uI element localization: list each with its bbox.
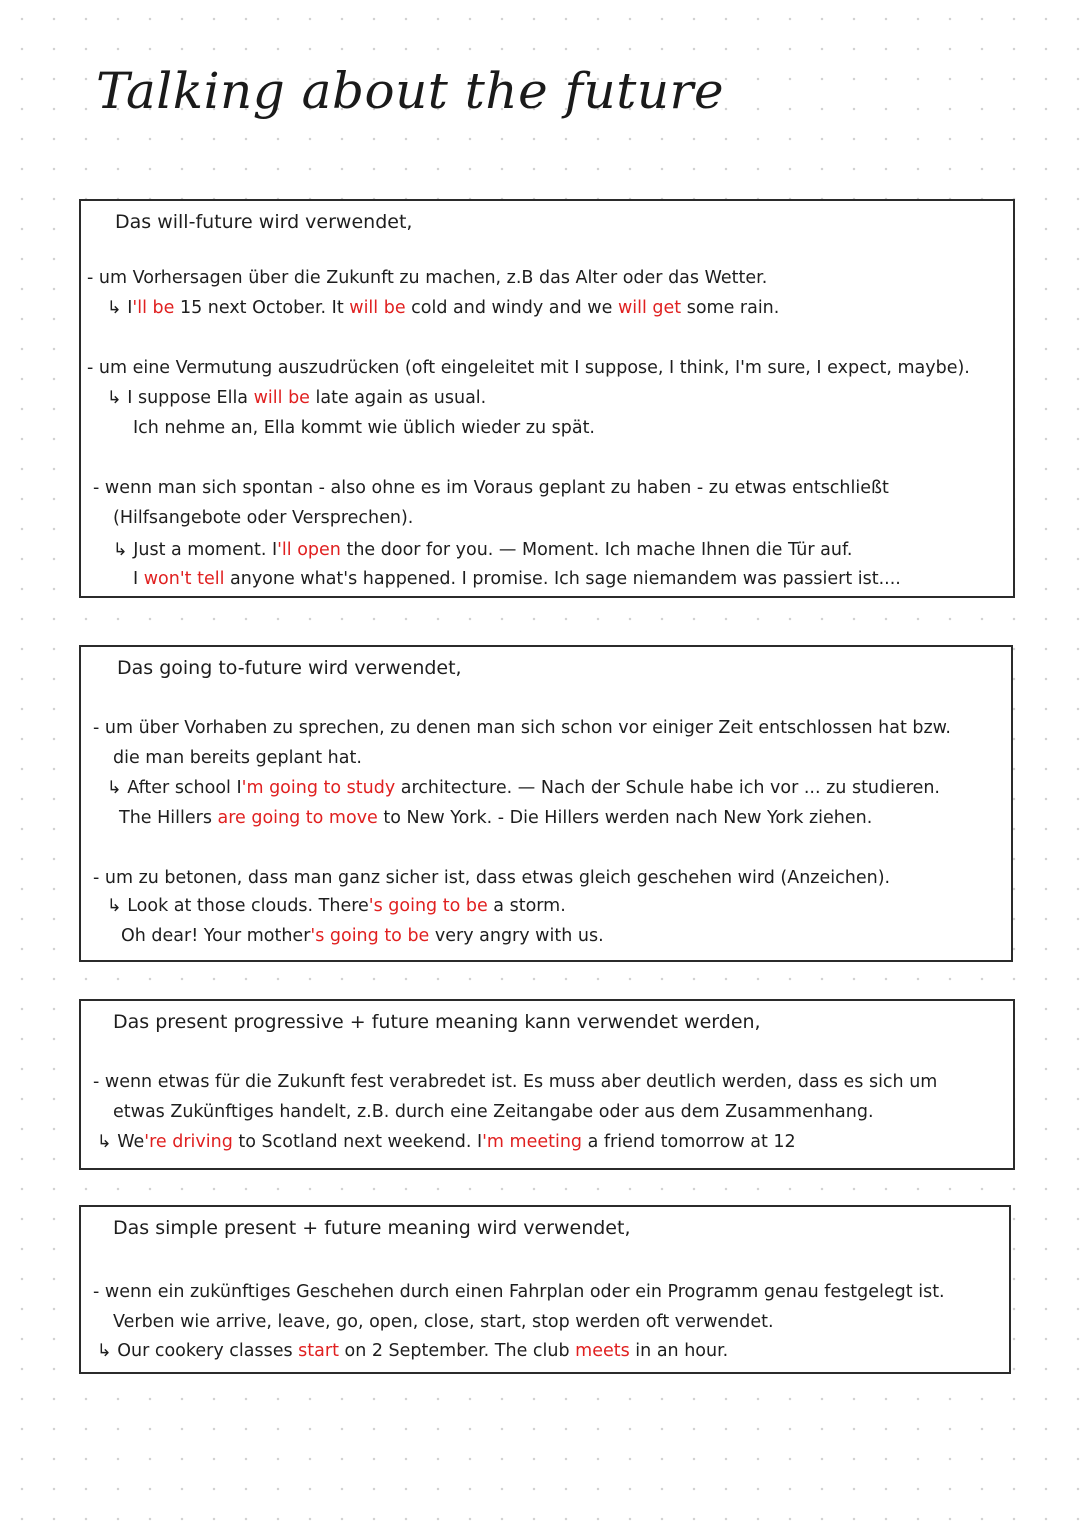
highlight-text: are going to move	[217, 808, 378, 828]
line-text: ↳ I suppose Ella	[107, 388, 254, 408]
rule-line	[113, 507, 413, 529]
line-text: die man bereits geplant hat.	[113, 748, 362, 768]
example-line	[97, 1131, 796, 1153]
example-line	[107, 895, 566, 917]
will-future-box	[79, 199, 1015, 598]
section-heading: Das present progressive + future meaning kann verwendet werden,	[113, 1011, 761, 1033]
rule-line	[93, 1281, 945, 1303]
line-text: architecture. — Nach der Schule habe ich vor ... zu studieren.	[395, 778, 940, 798]
rule-line	[93, 477, 889, 499]
page-title: Talking about the future	[96, 62, 725, 120]
rule-line	[87, 267, 767, 289]
line-text: anyone what's happened. I promise. Ich sage niemandem was passiert ist....	[224, 569, 901, 589]
example-line	[107, 777, 940, 799]
highlight-text: will get	[617, 298, 682, 318]
line-text: a friend tomorrow at 12	[582, 1132, 796, 1152]
rule-line	[113, 1101, 874, 1123]
highlight-text: start	[298, 1341, 339, 1361]
going-to-future-box	[79, 645, 1013, 962]
line-text: Verben wie arrive, leave, go, open, close, start, stop werden oft verwendet.	[113, 1312, 774, 1332]
line-text: a storm.	[487, 896, 566, 916]
line-text: ↳ Our cookery classes	[97, 1341, 299, 1361]
section-heading: Das simple present + future meaning wird verwendet,	[113, 1217, 631, 1239]
line-text: etwas Zukünftiges handelt, z.B. durch eine Zeitangabe oder aus dem Zusammenhang.	[113, 1102, 874, 1122]
line-text: ↳ After school I	[107, 778, 242, 798]
rule-line	[87, 357, 970, 379]
line-text: on 2 September. The club	[338, 1341, 576, 1361]
highlight-text: won't tell	[143, 569, 225, 589]
example-line	[133, 568, 901, 590]
example-line	[113, 539, 852, 561]
line-text: late again as usual.	[309, 388, 487, 408]
rule-line	[113, 1311, 774, 1333]
line-text: - um eine Vermutung auszudrücken (oft eingeleitet mit I suppose, I think, I'm sure, I expect, maybe).	[87, 358, 970, 378]
highlight-text: 'll open	[277, 540, 341, 560]
section-heading: Das going to-future wird verwendet,	[117, 657, 462, 679]
highlight-text: will be	[253, 388, 310, 408]
highlight-text: 'm going to study	[241, 778, 396, 798]
line-text: ↳ Just a moment. I	[113, 540, 278, 560]
highlight-text: 's going to be	[310, 926, 430, 946]
line-text: in an hour.	[629, 1341, 729, 1361]
highlight-text: 'll be	[132, 298, 175, 318]
line-text: The Hillers	[119, 808, 218, 828]
line-text: some rain.	[681, 298, 780, 318]
example-line	[107, 297, 779, 319]
line-text: ↳ I	[107, 298, 133, 318]
line-text: - wenn man sich spontan - also ohne es im Voraus geplant zu haben - zu etwas entschließt	[93, 478, 889, 498]
present-progressive-box	[79, 999, 1015, 1170]
line-text: to New York. - Die Hillers werden nach New York ziehen.	[377, 808, 873, 828]
line-text: - um über Vorhaben zu sprechen, zu denen man sich schon vor einiger Zeit entschlossen hat bzw.	[93, 718, 951, 738]
highlight-text: meets	[575, 1341, 630, 1361]
line-text: I	[133, 569, 144, 589]
example-line	[107, 387, 486, 409]
line-text: - um zu betonen, dass man ganz sicher ist, dass etwas gleich geschehen wird (Anzeichen).	[93, 868, 891, 888]
simple-present-box	[79, 1205, 1011, 1374]
line-text: ↳ Look at those clouds. There	[107, 896, 369, 916]
highlight-text: will be	[349, 298, 406, 318]
line-text: - wenn etwas für die Zukunft fest verabredet ist. Es muss aber deutlich werden, dass es sich um	[93, 1072, 938, 1092]
line-text: Ich nehme an, Ella kommt wie üblich wieder zu spät.	[133, 418, 595, 438]
rule-line	[93, 1071, 937, 1093]
line-text: ↳ We	[97, 1132, 145, 1152]
translation-line	[133, 417, 595, 439]
rule-line	[93, 867, 890, 889]
line-text: - wenn ein zukünftiges Geschehen durch einen Fahrplan oder ein Programm genau festgelegt ist.	[93, 1282, 945, 1302]
rule-line	[113, 747, 362, 769]
line-text: - um Vorhersagen über die Zukunft zu machen, z.B das Alter oder das Wetter.	[87, 268, 768, 288]
line-text: 15 next October. It	[174, 298, 350, 318]
line-text: cold and windy and we	[405, 298, 618, 318]
highlight-text: 'm meeting	[482, 1132, 583, 1152]
highlight-text: 're driving	[144, 1132, 233, 1152]
line-text: very angry with us.	[429, 926, 604, 946]
line-text: to Scotland next weekend. I	[232, 1132, 483, 1152]
rule-line	[93, 717, 951, 739]
highlight-text: 's going to be	[368, 896, 488, 916]
example-line	[97, 1340, 728, 1362]
example-line	[119, 807, 872, 829]
line-text: (Hilfsangebote oder Versprechen).	[113, 508, 414, 528]
example-line	[121, 925, 604, 947]
line-text: Oh dear! Your mother	[121, 926, 311, 946]
section-heading: Das will-future wird verwendet,	[115, 211, 413, 233]
line-text: the door for you. — Moment. Ich mache Ihnen die Tür auf.	[340, 540, 853, 560]
